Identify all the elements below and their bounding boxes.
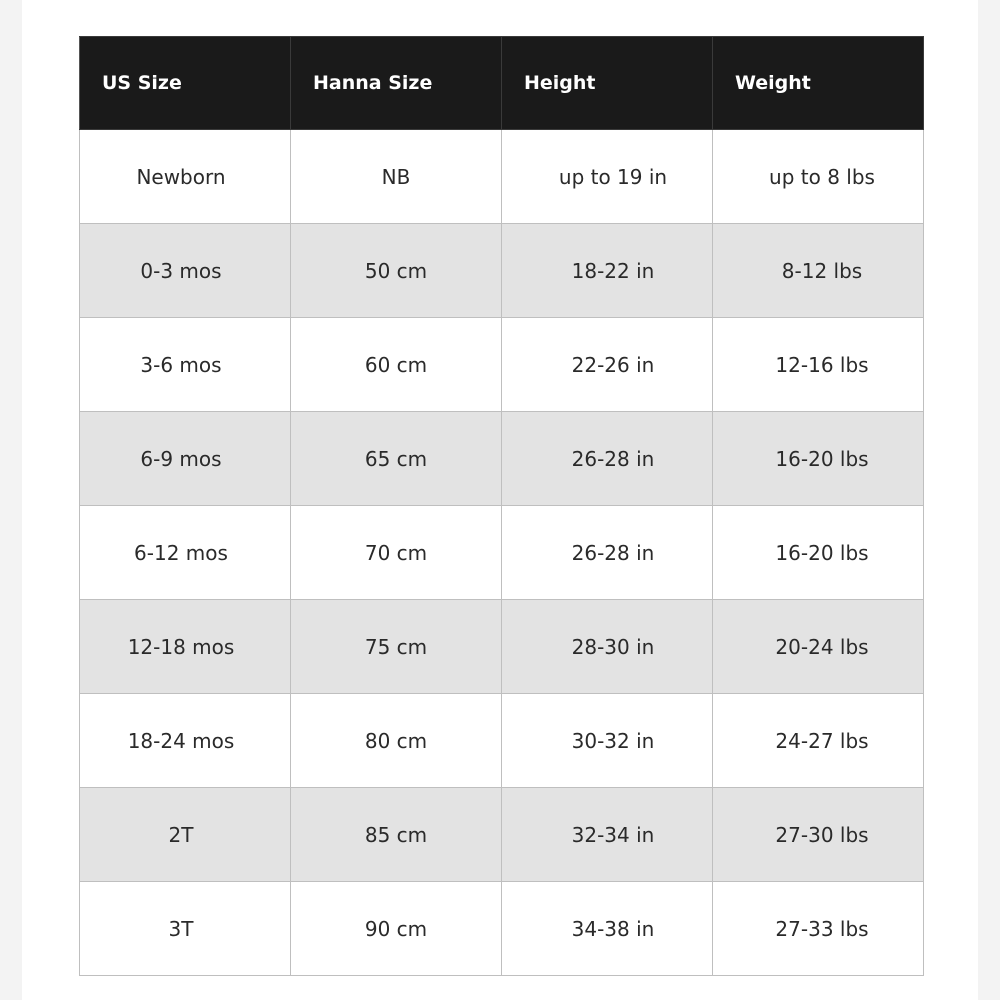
cell-us-size: 6-12 mos <box>80 506 291 600</box>
cell-weight: 27-30 lbs <box>713 788 924 882</box>
table-row <box>80 694 924 788</box>
size-chart-table <box>79 36 924 976</box>
cell-hanna-size: 60 cm <box>291 318 502 412</box>
cell-height: 22-26 in <box>502 318 713 412</box>
cell-height: 26-28 in <box>502 412 713 506</box>
cell-weight: up to 8 lbs <box>713 130 924 224</box>
cell-us-size: 12-18 mos <box>80 600 291 694</box>
header-us-size: US Size <box>80 37 291 130</box>
cell-weight: 16-20 lbs <box>713 506 924 600</box>
cell-height: 32-34 in <box>502 788 713 882</box>
cell-us-size: 3T <box>80 882 291 976</box>
table-row <box>80 882 924 976</box>
header-height: Height <box>502 37 713 130</box>
header-hanna-size: Hanna Size <box>291 37 502 130</box>
cell-weight: 8-12 lbs <box>713 224 924 318</box>
header-row <box>80 37 924 130</box>
cell-us-size: 3-6 mos <box>80 318 291 412</box>
table-row <box>80 788 924 882</box>
table-row <box>80 130 924 224</box>
cell-hanna-size: 75 cm <box>291 600 502 694</box>
cell-weight: 27-33 lbs <box>713 882 924 976</box>
table-header <box>80 37 924 130</box>
cell-us-size: 2T <box>80 788 291 882</box>
table-row <box>80 224 924 318</box>
cell-height: 26-28 in <box>502 506 713 600</box>
cell-hanna-size: NB <box>291 130 502 224</box>
table-row <box>80 412 924 506</box>
table-row <box>80 318 924 412</box>
cell-hanna-size: 85 cm <box>291 788 502 882</box>
cell-hanna-size: 90 cm <box>291 882 502 976</box>
cell-us-size: Newborn <box>80 130 291 224</box>
cell-weight: 20-24 lbs <box>713 600 924 694</box>
cell-weight: 12-16 lbs <box>713 318 924 412</box>
table-body <box>80 130 924 976</box>
cell-us-size: 18-24 mos <box>80 694 291 788</box>
cell-hanna-size: 65 cm <box>291 412 502 506</box>
table-row <box>80 506 924 600</box>
cell-us-size: 0-3 mos <box>80 224 291 318</box>
cell-height: 34-38 in <box>502 882 713 976</box>
cell-hanna-size: 50 cm <box>291 224 502 318</box>
cell-hanna-size: 70 cm <box>291 506 502 600</box>
cell-height: 30-32 in <box>502 694 713 788</box>
cell-weight: 24-27 lbs <box>713 694 924 788</box>
header-weight: Weight <box>713 37 924 130</box>
cell-height: 18-22 in <box>502 224 713 318</box>
cell-weight: 16-20 lbs <box>713 412 924 506</box>
cell-hanna-size: 80 cm <box>291 694 502 788</box>
cell-us-size: 6-9 mos <box>80 412 291 506</box>
table-row <box>80 600 924 694</box>
cell-height: 28-30 in <box>502 600 713 694</box>
cell-height: up to 19 in <box>502 130 713 224</box>
